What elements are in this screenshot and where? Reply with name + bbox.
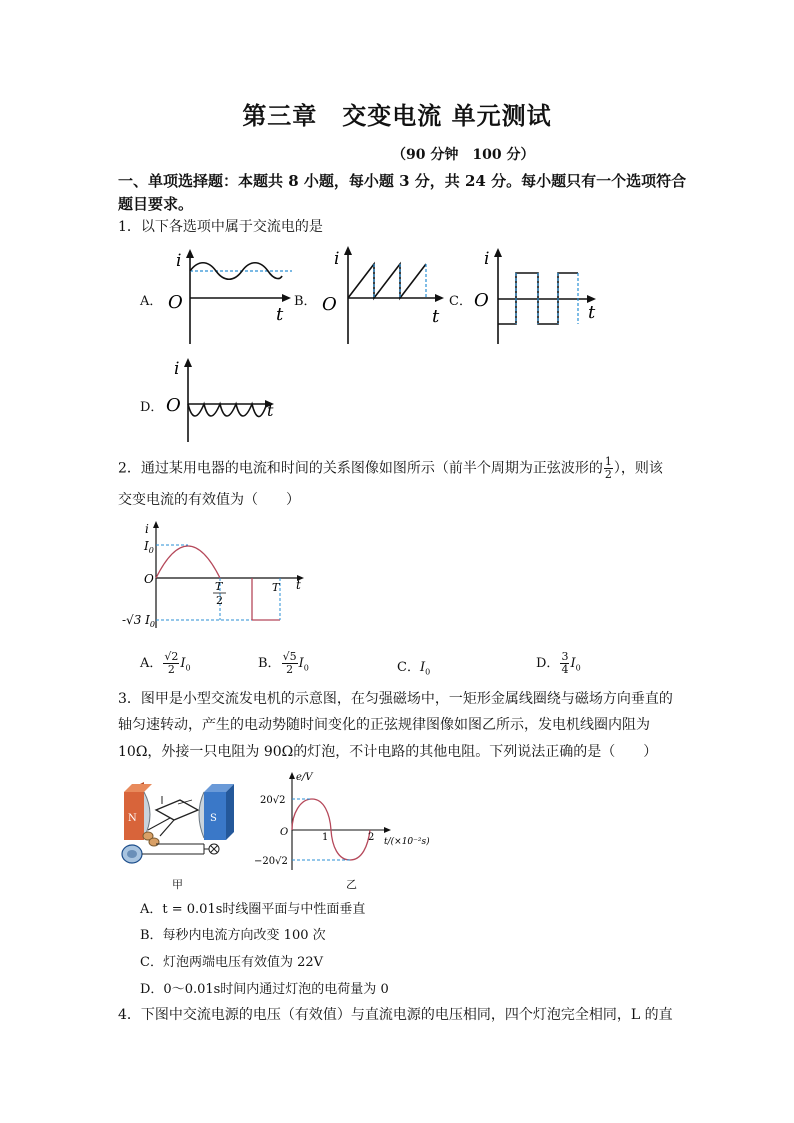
page-title: 第三章 交变电流 单元测试	[242, 101, 552, 130]
magnet-s-label: S	[210, 813, 217, 824]
question-2-stem-line2: 交变电流的有效值为（ ）	[118, 492, 300, 508]
q2-half-t-den: 2	[216, 594, 223, 607]
q3-origin: O	[280, 827, 289, 838]
q2-option-c: C．$I_0$	[397, 660, 431, 677]
q1b-axis-i: i	[334, 249, 340, 269]
q3-option-a: A．t = 0.01s时线圈平面与中性面垂直	[140, 902, 366, 917]
q1a-axis-t: t	[276, 304, 284, 325]
q1d-axis-t: t	[267, 401, 274, 420]
q1-option-d-label: D．	[140, 400, 164, 415]
q3-tick-1: 1	[322, 832, 329, 843]
question-2-stem-line1	[118, 456, 663, 481]
q2-half-t-num: T	[215, 580, 223, 593]
q2-origin: O	[144, 572, 154, 586]
question-3-stem-line3: 10Ω，外接一只电阻为 90Ω的灯泡，不计电路的其他电阻。下列说法正确的是（ ）	[118, 744, 658, 760]
q3-min-label: −20√2	[254, 856, 288, 867]
q3-emf-graph	[250, 768, 436, 872]
q2-current-graph	[118, 520, 314, 632]
q3-axis-t: t/(×10⁻²s)	[384, 837, 430, 847]
question-1-stem: 1．以下各选项中属于交流电的是	[118, 219, 323, 235]
q1c-origin: O	[474, 290, 489, 311]
q3-tick-2: 2	[368, 832, 375, 843]
q1-graph-c	[472, 246, 604, 346]
q1-option-c-label: C．	[449, 294, 472, 309]
question-3-stem-line1: 3．图甲是小型交流发电机的示意图，在匀强磁场中，一矩形金属线圈绕与磁场方向垂直的	[118, 691, 673, 707]
q3-option-c: C．灯泡两端电压有效值为 22V	[140, 955, 324, 970]
magnet-n-label: N	[128, 813, 137, 824]
q2-neg-label: -√3 $I_0$	[122, 613, 155, 629]
q1-option-b-label: B．	[294, 294, 317, 309]
q1-graph-b	[316, 244, 456, 346]
q1-option-a-label: A．	[140, 294, 163, 309]
q2-option-d: D． $\frac{3}{4}$ $I_0$	[536, 650, 581, 676]
q3-option-b: B．每秒内电流方向改变 100 次	[140, 928, 326, 943]
q3-option-d: D．0～0.01s时间内通过灯泡的电荷量为 0	[140, 982, 389, 997]
section-heading: 一、单项选择题：本题共 8 小题，每小题 3 分，共 24 分。每小题只有一个选项符合题目要求。	[118, 172, 687, 213]
q1b-origin: O	[322, 294, 337, 315]
q3-generator-figure	[118, 774, 248, 874]
q2-axis-t: t	[296, 578, 301, 592]
q1a-axis-i: i	[176, 251, 182, 271]
q1c-axis-t: t	[588, 302, 596, 323]
q3-max-label: 20√2	[260, 795, 286, 806]
q3-axis-e: e/V	[296, 772, 313, 783]
question-3-stem-line2: 轴匀速转动，产生的电动势随时间变化的正弦规律图像如图乙所示，发电机线圈内阻为	[118, 717, 650, 733]
q2-frac-num: 1	[604, 455, 612, 468]
figure-jia-caption: 甲	[172, 878, 183, 891]
q1c-axis-i: i	[484, 249, 490, 269]
q2-i0-label: $I_0$	[144, 539, 154, 555]
exam-duration-score: （90 分钟 100 分）	[392, 147, 535, 163]
q2-axis-i: i	[145, 522, 149, 536]
q2-fraction-half	[604, 456, 613, 481]
q1a-origin: O	[168, 292, 183, 313]
q2-period-t: T	[272, 581, 280, 594]
q2-stem-part-b: ），则该	[613, 460, 663, 477]
q2-stem-part-a: 2．通过某用电器的电流和时间的关系图像如图所示（前半个周期为正弦波形的	[118, 460, 603, 477]
q2-option-b: B． $\frac{√5}{2}$ $I_0$	[258, 650, 309, 676]
figure-yi-caption: 乙	[346, 878, 357, 891]
q1-graph-d	[160, 356, 284, 444]
q1-graph-a	[160, 248, 300, 346]
q1b-axis-t: t	[432, 306, 440, 327]
q1d-origin: O	[166, 395, 181, 416]
q2-option-a: A． $\frac{√2}{2}$ $I_0$	[140, 650, 191, 676]
q1d-axis-i: i	[174, 359, 180, 379]
q2-frac-den: 2	[604, 468, 612, 481]
question-4-stem: 4．下图中交流电源的电压（有效值）与直流电源的电压相同，四个灯泡完全相同，L 的直	[118, 1007, 673, 1023]
